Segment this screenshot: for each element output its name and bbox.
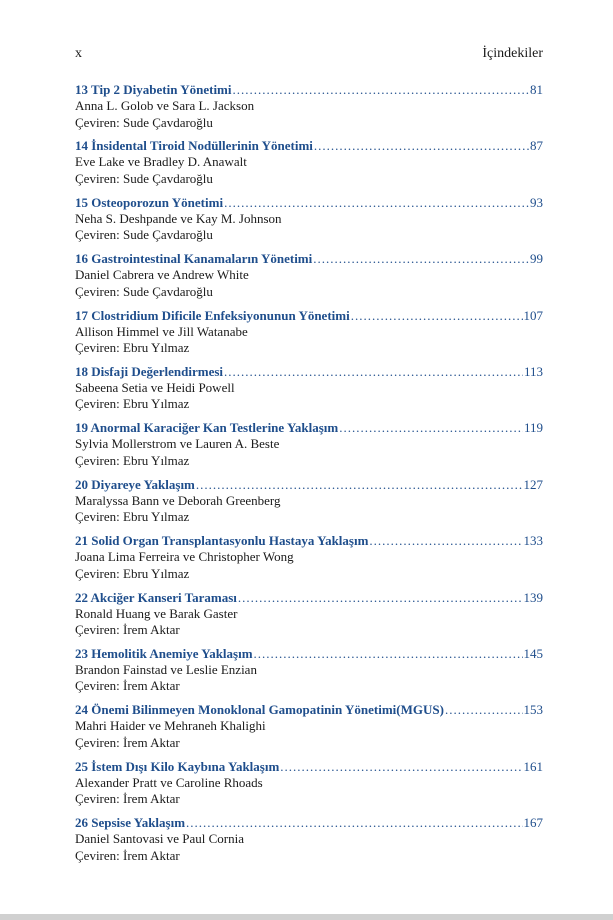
chapter-translator: Çeviren: İrem Aktar [75, 791, 180, 807]
chapter-authors: Joana Lima Ferreira ve Christopher Wong [75, 549, 294, 565]
toc-entry [75, 532, 543, 588]
chapter-authors: Mahri Haider ve Mehraneh Khalighi [75, 718, 266, 734]
chapter-translator: Çeviren: İrem Aktar [75, 678, 180, 694]
toc-entry [75, 81, 543, 137]
toc-entry [75, 419, 543, 475]
chapter-translator: Çeviren: Sude Çavdaroğlu [75, 227, 213, 243]
dot-leader [224, 194, 529, 211]
toc-entry [75, 476, 543, 532]
chapter-title: 26 Sepsise Yaklaşım [75, 815, 186, 831]
chapter-page: 99 [530, 251, 543, 267]
toc-entry [75, 589, 543, 645]
toc-entry [75, 137, 543, 193]
chapter-title: 21 Solid Organ Transplantasyonlu Hastaya Yaklaşım [75, 533, 369, 549]
chapter-title: 17 Clostridium Dificile Enfeksiyonunun Yönetimi [75, 307, 350, 323]
chapter-authors: Alexander Pratt ve Caroline Rhoads [75, 774, 263, 790]
chapter-authors: Anna L. Golob ve Sara L. Jackson [75, 98, 255, 113]
chapter-link[interactable] [75, 137, 543, 154]
chapter-translator: Çeviren: Ebru Yılmaz [75, 396, 190, 412]
section-title: İçindekiler [482, 46, 543, 61]
chapter-authors: Maralyssa Bann ve Deborah Greenberg [75, 492, 281, 508]
chapter-page: 127 [523, 476, 543, 492]
chapter-authors: Brandon Fainstad ve Leslie Enzian [75, 661, 257, 677]
toc-entry [75, 701, 543, 757]
chapter-link[interactable] [75, 814, 543, 831]
chapter-page: 113 [523, 363, 543, 379]
toc-entry [75, 758, 543, 814]
dot-leader [313, 250, 529, 267]
chapter-title: 20 Diyareye Yaklaşım [75, 476, 195, 492]
chapter-title: 19 Anormal Karaciğer Kan Testlerine Yaklaşım [75, 420, 339, 436]
chapter-title: 25 İstem Dışı Kilo Kaybına Yaklaşım [75, 758, 280, 774]
chapter-link[interactable] [75, 419, 543, 436]
chapter-link[interactable] [75, 194, 543, 211]
chapter-translator: Çeviren: İrem Aktar [75, 847, 180, 863]
chapter-translator: Çeviren: Sude Çavdaroğlu [75, 170, 213, 186]
chapter-translator: Çeviren: Sude Çavdaroğlu [75, 283, 213, 299]
chapter-page: 161 [523, 758, 543, 774]
chapter-authors: Daniel Santovasi ve Paul Cornia [75, 831, 244, 847]
chapter-link[interactable] [75, 645, 543, 662]
chapter-title: 15 Osteoporozun Yönetimi [75, 194, 224, 210]
chapter-page: 167 [523, 815, 543, 831]
chapter-page: 139 [523, 589, 543, 605]
toc-entry [75, 307, 543, 363]
dot-leader [196, 476, 523, 493]
chapter-page: 119 [523, 420, 543, 436]
chapter-authors: Eve Lake ve Bradley D. Anawalt [75, 154, 247, 170]
chapter-link[interactable] [75, 250, 543, 267]
chapter-title: 23 Hemolitik Anemiye Yaklaşım [75, 645, 253, 661]
chapter-link[interactable] [75, 476, 543, 493]
chapter-link[interactable] [75, 81, 543, 98]
chapter-title: 16 Gastrointestinal Kanamaların Yönetimi [75, 251, 313, 267]
chapter-page: 153 [523, 702, 543, 718]
toc-entry [75, 814, 543, 870]
chapter-authors: Sylvia Mollerstrom ve Lauren A. Beste [75, 436, 280, 452]
chapter-link[interactable] [75, 701, 543, 718]
chapter-authors: Ronald Huang ve Barak Gaster [75, 605, 238, 621]
chapter-page: 87 [530, 138, 543, 154]
dot-leader [254, 645, 523, 662]
dot-leader [186, 814, 522, 831]
dot-leader [445, 701, 523, 718]
page-bottom-edge [0, 914, 613, 920]
toc-entry [75, 363, 543, 419]
chapter-authors: Sabeena Setia ve Heidi Powell [75, 379, 235, 395]
dot-leader [369, 532, 522, 549]
chapter-authors: Daniel Cabrera ve Andrew White [75, 267, 249, 283]
chapter-title: 13 Tip 2 Diyabetin Yönetimi [75, 82, 232, 97]
chapter-translator: Çeviren: İrem Aktar [75, 622, 180, 638]
dot-leader [233, 81, 529, 98]
chapter-authors: Allison Himmel ve Jill Watanabe [75, 323, 248, 339]
page-header [75, 46, 543, 66]
toc-entry [75, 250, 543, 306]
chapter-link[interactable] [75, 589, 543, 606]
page-number: x [75, 46, 82, 61]
chapter-link[interactable] [75, 363, 543, 380]
toc-entry [75, 194, 543, 250]
dot-leader [280, 758, 522, 775]
chapter-translator: Çeviren: Ebru Yılmaz [75, 565, 190, 581]
chapter-translator: Çeviren: Ebru Yılmaz [75, 452, 190, 468]
dot-leader [339, 419, 523, 436]
chapter-page: 107 [523, 307, 543, 323]
chapter-title: 14 İnsidental Tiroid Nodüllerinin Yönetimi [75, 138, 313, 154]
dot-leader [314, 137, 529, 154]
chapter-title: 24 Önemi Bilinmeyen Monoklonal Gamopatinin Yönetimi(MGUS) [75, 702, 444, 718]
chapter-page: 133 [523, 533, 543, 549]
dot-leader [351, 307, 523, 324]
chapter-translator: Çeviren: Sude Çavdaroğlu [75, 114, 213, 130]
chapter-translator: Çeviren: İrem Aktar [75, 734, 180, 750]
chapter-page: 81 [530, 82, 543, 97]
chapter-link[interactable] [75, 307, 543, 324]
dot-leader [224, 363, 523, 380]
chapter-title: 18 Disfaji Değerlendirmesi [75, 363, 224, 379]
table-of-contents [75, 81, 543, 870]
chapter-link[interactable] [75, 758, 543, 775]
chapter-translator: Çeviren: Ebru Yılmaz [75, 509, 190, 525]
chapter-translator: Çeviren: Ebru Yılmaz [75, 340, 190, 356]
chapter-page: 93 [530, 194, 543, 210]
chapter-authors: Neha S. Deshpande ve Kay M. Johnson [75, 210, 282, 226]
toc-entry [75, 645, 543, 701]
chapter-link[interactable] [75, 532, 543, 549]
chapter-title: 22 Akciğer Kanseri Taraması [75, 589, 237, 605]
dot-leader [238, 589, 523, 606]
chapter-page: 145 [523, 645, 543, 661]
